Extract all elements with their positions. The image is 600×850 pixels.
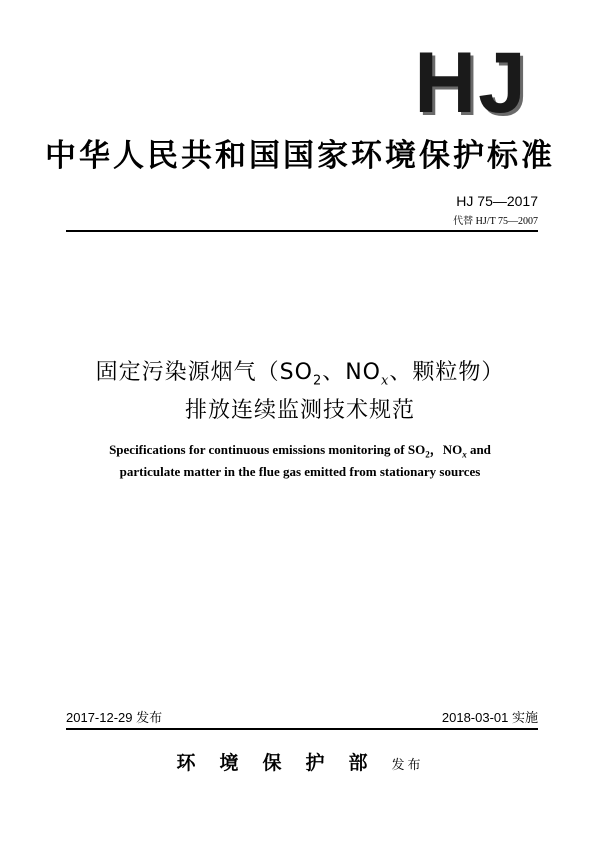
title-en-part-b: ，NO — [429, 442, 463, 457]
issuer-suffix: 发布 — [391, 758, 424, 773]
title-cn-line2: 排放连续监测技术规范 — [184, 398, 415, 423]
title-en-line1 — [0, 439, 600, 460]
title-en-part-a: Specifications for continuous emissions monitoring of SO — [109, 442, 426, 457]
title-cn-part-b: 、NO — [322, 360, 381, 385]
effective-date: 2018-03-01 实施 — [441, 710, 538, 725]
issuer — [0, 748, 600, 775]
hj-logo: HJ — [414, 35, 528, 131]
top-divider — [66, 230, 538, 232]
title-cn-part-a: 固定污染源烟气（SO — [95, 360, 313, 385]
title-en-part-c: and — [466, 442, 491, 457]
title-cn-subscript: 2 — [312, 373, 323, 389]
title-en-line2: particulate matter in the flue gas emitted from stationary sources — [119, 464, 481, 479]
title-cn-part-c: 、颗粒物） — [389, 360, 505, 385]
standard-number: HJ 75—2017 — [456, 193, 538, 209]
replaces-note: 代替 HJ/T 75—2007 — [453, 216, 538, 227]
title-en-subscript: 2 — [425, 449, 430, 460]
title-en-variable: x — [462, 449, 467, 460]
title-cn-line1 — [0, 355, 600, 388]
bottom-divider — [66, 728, 538, 730]
issuer-name: 环境保护部 — [176, 752, 392, 774]
org-title: 中华人民共和国国家环境保护标准 — [45, 138, 555, 174]
issue-date: 2017-12-29 发布 — [66, 710, 163, 725]
title-cn-variable: x — [381, 373, 390, 389]
